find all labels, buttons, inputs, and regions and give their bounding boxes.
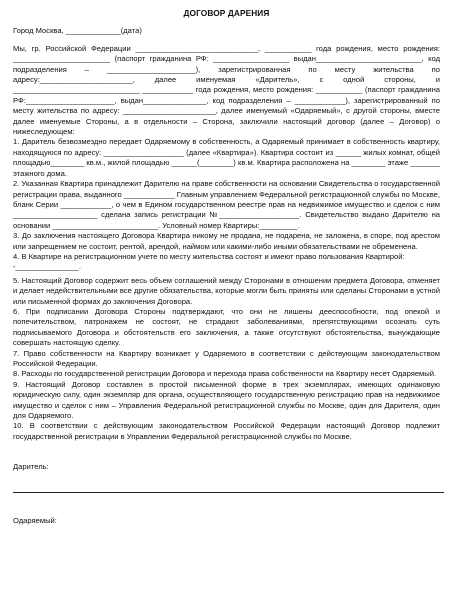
clause-9: 9. Настоящий Договор составлен в простой письменной форме в трех экземплярах, имеющих одинаковую юридическую силу, один экземпляр для органа, осуществляющего государственную регистрацию прав на недвижимое имущество и сделок с ним – Управления Федеральной регистрационной службы по Москве, один для Дарителя, один для Одаряемого. xyxy=(13,379,440,421)
clause-4-blank: -_______________. xyxy=(13,262,81,272)
city-date-line: Город Москва, _____________(дата) xyxy=(13,26,142,36)
clause-2: 2. Указанная Квартира принадлежит Дарителю на праве собственности на основании Свидетельства о государственной регистрации права, выданного ____________ Главным управлением Федеральной регистрационной службы по Москве, бланк Серии ____________, о чем в Едином государственном реестре прав на недвижимое имущество и сделок с ним ____________________ сделана запись регистрации №___________________. Свидетельство выдано Дарителю на основании _________________________. Условный номер Квартиры:_________. xyxy=(13,179,440,230)
clause-4: 4. В Квартире на регистрационном учете по месту жительства состоят и имеют право пользования Квартирой: xyxy=(13,251,405,261)
clause-7: 7. Право собственности на Квартиру возникает у Одаряемого в соответствии с действующим законодательством Российской Федерации. xyxy=(13,348,440,368)
intro-paragraph: Мы, гр. Российской Федерации _____________________________, ___________ года рождения, место рождения: _______________________ (паспорт гражданина РФ: __________________ выдан_________________________, код подразделения – _____________________), зарегистрированная по месту жительства по адресу:______________________, далее именуемая «Даритель», с одной стороны, и ______________________________ ____________ года рождения, место рождения: ___________ (паспорт гражданина РФ:_____________________, выдан_______________, код подразделения – ____________), зарегистрированный по месту жительства по адресу: ______________________, далее именуемый «Одаряемый», с другой стороны, вместе далее именуемые Стороны, а в отдельности – Сторона, заключили настоящий договор (далее – Договор) о нижеследующем: xyxy=(13,43,440,137)
recipient-label: Одаряемый: xyxy=(13,515,57,525)
clause-1: 1. Даритель безвозмездно передает Одаряемому в собственность, а Одаряемый принимает в собственность квартиру, находящуюся по адресу: ___________________ (далее «Квартира»). Квартира состоит из ______ жилых комнат, общей площадью________ кв.м., жилой площадью ______(________) кв.м. Квартира расположена на ________ этаже _______ этажного дома. xyxy=(13,137,440,178)
donor-label: Даритель: xyxy=(13,462,49,472)
clause-10: 10. В соответствии с действующим законодательством Российской Федерации настоящий Договор подлежит государственной регистрации в Управлении Федеральной регистрационной службы по Москве. xyxy=(13,421,440,441)
clause-8: 8. Расходы по государственной регистрации Договора и перехода права собственности на Квартиру несет Одаряемый. xyxy=(13,369,437,379)
clause-6: 6. При подписании Договора Стороны подтверждают, что они не лишены дееспособности, под опекой и попечительством, патронажем не состоят, не страдают заболеваниями, препятствующими осознать суть подписываемого Договора и обстоятельств его заключения, а также отсутствуют обстоятельства, вынуждающие совершать настоящую сделку. xyxy=(13,306,440,348)
document-title: ДОГОВОР ДАРЕНИЯ xyxy=(183,8,270,18)
clause-3: 3. До заключения настоящего Договора Квартира никому не продана, не подарена, не заложена, в споре, под арестом или запрещением не состоит, рентой, арендой, наймом или какими-либо иными обязательствами не обременена. xyxy=(13,231,440,251)
clause-5: 5. Настоящий Договор содержит весь объем соглашений между Сторонами в отношении предмета Договора, отменяет и делает недействительными все другие обязательства, которые могли быть приняты или сделаны Сторонами в устной или письменной формах до заключения Договора. xyxy=(13,275,440,306)
